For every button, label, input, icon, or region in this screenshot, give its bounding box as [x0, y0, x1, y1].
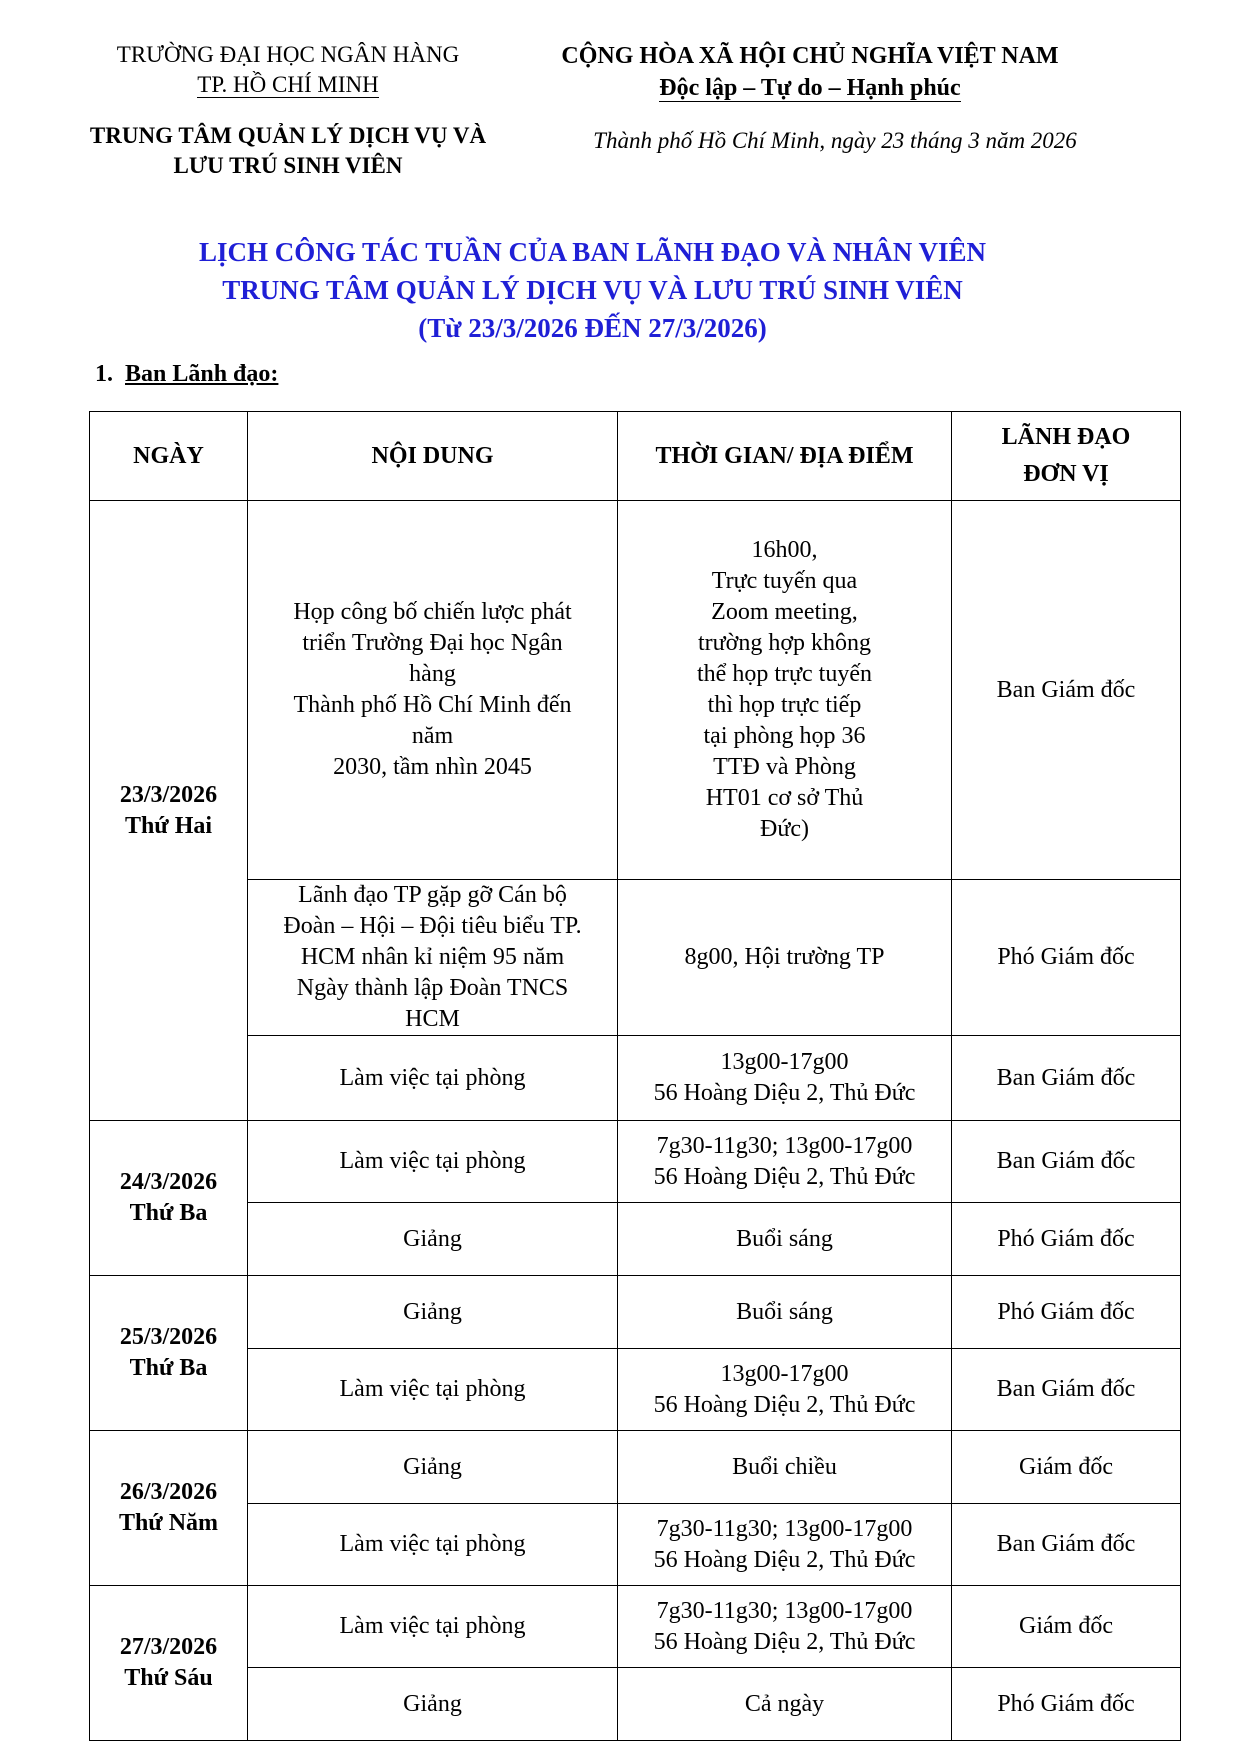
col-header-day: NGÀY — [90, 412, 248, 501]
leader-cell: Ban Giám đốc — [952, 1349, 1181, 1431]
time-place-cell: 13g00-17g00 56 Hoàng Diệu 2, Thủ Đức — [618, 1349, 952, 1431]
day-date: 26/3/2026 — [119, 1479, 218, 1505]
day-date: 23/3/2026 — [119, 781, 218, 808]
leader-cell: Ban Giám đốc — [952, 1504, 1181, 1586]
leader-cell: Ban Giám đốc — [952, 501, 1181, 880]
leader-cell: Phó Giám đốc — [952, 1203, 1181, 1276]
table-row — [90, 1668, 1181, 1741]
day-date: 27/3/2026 — [119, 1634, 218, 1660]
time-place-cell: 13g00-17g00 56 Hoàng Diệu 2, Thủ Đức — [618, 1036, 952, 1121]
day-cell — [90, 1121, 248, 1276]
unit-name-line2: LƯU TRÚ SINH VIÊN — [173, 153, 403, 178]
table-row — [90, 880, 1181, 1036]
table-row — [90, 1504, 1181, 1586]
time-place-cell: Buổi sáng — [618, 1203, 952, 1276]
leader-cell: Giám đốc — [952, 1431, 1181, 1504]
day-date: 25/3/2026 — [119, 1324, 218, 1350]
day-weekday: Thứ Ba — [129, 1200, 208, 1226]
content-cell: Lãnh đạo TP gặp gỡ Cán bộ Đoàn – Hội – Đội tiêu biểu TP. HCM nhân kỉ niệm 95 năm Ngày thành lập Đoàn TNCS HCM — [248, 880, 618, 1036]
content-cell: Giảng — [248, 1276, 618, 1349]
col-header-time-place: THỜI GIAN/ ĐỊA ĐIỂM — [618, 412, 952, 501]
national-name: CỘNG HÒA XÃ HỘI CHỦ NGHĨA VIỆT NAM — [561, 43, 1059, 69]
time-place-cell: 7g30-11g30; 13g00-17g00 56 Hoàng Diệu 2, Thủ Đức — [618, 1504, 952, 1586]
university-city: TP. HỒ CHÍ MINH — [197, 72, 379, 97]
title-line2: TRUNG TÂM QUẢN LÝ DỊCH VỤ VÀ LƯU TRÚ SINH VIÊN — [222, 275, 963, 305]
table-row — [90, 1586, 1181, 1668]
leader-cell: Giám đốc — [952, 1586, 1181, 1668]
day-cell — [90, 1276, 248, 1431]
content-cell: Làm việc tại phòng — [248, 1504, 618, 1586]
content-cell: Giảng — [248, 1431, 618, 1504]
col-header-leader: LÃNH ĐẠO ĐƠN VỊ — [952, 412, 1181, 501]
leader-cell: Phó Giám đốc — [952, 880, 1181, 1036]
institution-header — [78, 40, 498, 100]
content-cell: Họp công bố chiến lược phát triển Trường Đại học Ngân hàng Thành phố Hồ Chí Minh đến năm 2030, tầm nhìn 2045 — [248, 501, 618, 880]
title-line1: LỊCH CÔNG TÁC TUẦN CỦA BAN LÃNH ĐẠO VÀ NHÂN VIÊN — [198, 237, 987, 267]
time-place-cell: 8g00, Hội trường TP — [618, 880, 952, 1036]
time-place-cell: 7g30-11g30; 13g00-17g00 56 Hoàng Diệu 2, Thủ Đức — [618, 1586, 952, 1668]
content-cell: Làm việc tại phòng — [248, 1036, 618, 1121]
day-weekday: Thứ Sáu — [124, 1665, 213, 1691]
leader-cell: Ban Giám đốc — [952, 1036, 1181, 1121]
document-date: Thành phố Hồ Chí Minh, ngày 23 tháng 3 năm 2026 — [593, 128, 1077, 153]
unit-name-line1: TRUNG TÂM QUẢN LÝ DỊCH VỤ VÀ — [89, 123, 487, 148]
schedule-table — [89, 411, 1181, 1741]
time-place-cell: 16h00, Trực tuyến qua Zoom meeting, trường hợp không thể họp trực tuyến thì họp trực tiếp tại phòng họp 36 TTĐ và Phòng HT01 cơ sở Thủ Đức) — [618, 501, 952, 880]
content-cell: Làm việc tại phòng — [248, 1121, 618, 1203]
table-row — [90, 1121, 1181, 1203]
section-label: Ban Lãnh đạo: — [125, 361, 279, 387]
day-weekday: Thứ Ba — [129, 1355, 208, 1381]
university-name: TRƯỜNG ĐẠI HỌC NGÂN HÀNG — [116, 42, 460, 67]
col-header-content: NỘI DUNG — [248, 412, 618, 501]
day-date: 24/3/2026 — [119, 1169, 218, 1195]
table-row — [90, 1431, 1181, 1504]
document-title — [0, 233, 1185, 347]
time-place-cell: Buổi sáng — [618, 1276, 952, 1349]
content-cell: Làm việc tại phòng — [248, 1586, 618, 1668]
time-place-cell: 7g30-11g30; 13g00-17g00 56 Hoàng Diệu 2, Thủ Đức — [618, 1121, 952, 1203]
content-cell: Làm việc tại phòng — [248, 1349, 618, 1431]
leader-cell: Phó Giám đốc — [952, 1276, 1181, 1349]
day-cell — [90, 501, 248, 1121]
table-row — [90, 1349, 1181, 1431]
national-motto: Độc lập – Tự do – Hạnh phúc — [659, 75, 961, 101]
national-header — [530, 40, 1090, 104]
time-place-cell: Buổi chiều — [618, 1431, 952, 1504]
title-line3: (Từ 23/3/2026 ĐẾN 27/3/2026) — [418, 313, 767, 343]
time-place-cell: Cả ngày — [618, 1668, 952, 1741]
day-weekday: Thứ Hai — [124, 812, 213, 839]
table-row — [90, 1276, 1181, 1349]
table-header-row — [90, 412, 1181, 501]
day-cell — [90, 1586, 248, 1741]
day-cell — [90, 1431, 248, 1586]
day-weekday: Thứ Năm — [118, 1510, 219, 1536]
table-row — [90, 1036, 1181, 1121]
content-cell: Giảng — [248, 1203, 618, 1276]
section-heading — [95, 361, 278, 388]
table-row — [90, 1203, 1181, 1276]
content-cell: Giảng — [248, 1668, 618, 1741]
section-number: 1. — [95, 361, 113, 387]
unit-name — [58, 121, 518, 181]
leader-cell: Ban Giám đốc — [952, 1121, 1181, 1203]
leader-cell: Phó Giám đốc — [952, 1668, 1181, 1741]
table-row — [90, 501, 1181, 880]
